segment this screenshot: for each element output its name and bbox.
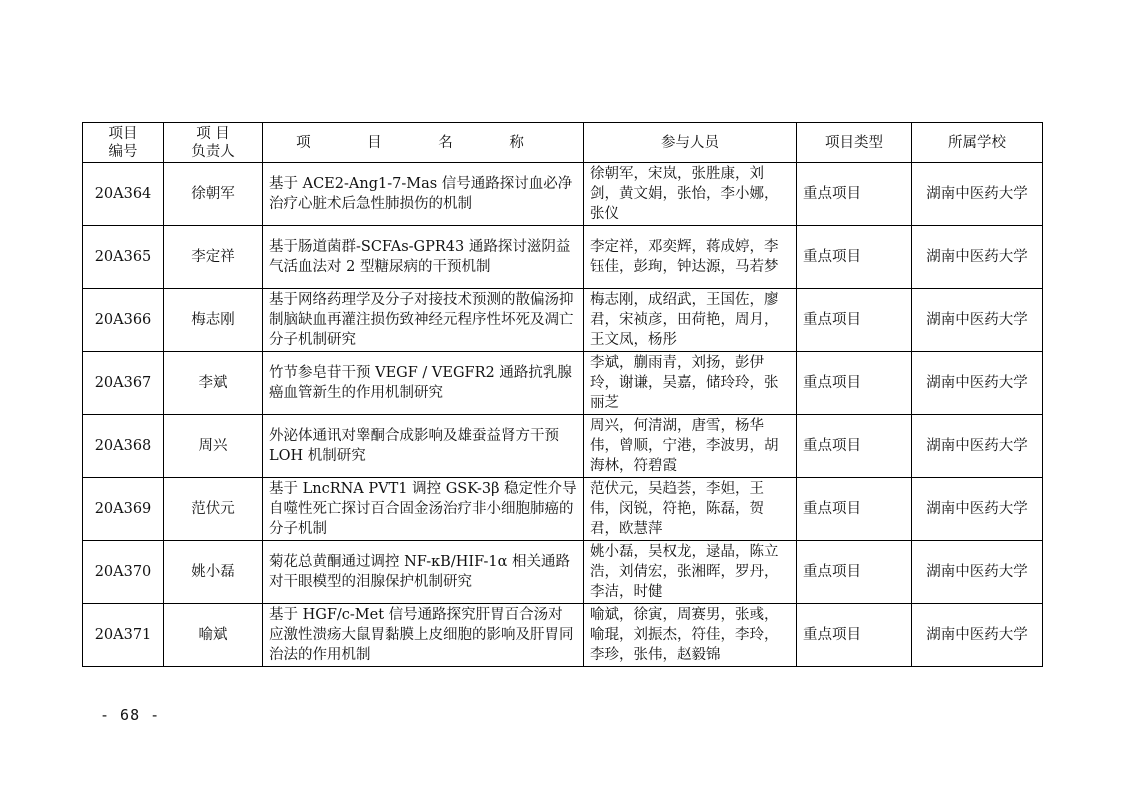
cell-id: 20A366 bbox=[83, 289, 164, 352]
cell-members: 李定祥，邓奕辉，蒋成婷，李钰佳，彭珣，钟达源，马若梦 bbox=[584, 226, 797, 289]
cell-leader: 周兴 bbox=[164, 415, 263, 478]
cell-type: 重点项目 bbox=[797, 541, 912, 604]
cell-leader: 范伏元 bbox=[164, 478, 263, 541]
cell-name: 基于肠道菌群-SCFAs-GPR43 通路探讨滋阴益气活血法对 2 型糖尿病的干预机制 bbox=[263, 226, 584, 289]
projects-table bbox=[82, 122, 1043, 667]
table-row bbox=[83, 415, 1043, 478]
cell-id: 20A364 bbox=[83, 163, 164, 226]
cell-type: 重点项目 bbox=[797, 163, 912, 226]
cell-leader: 李斌 bbox=[164, 352, 263, 415]
cell-school: 湖南中医药大学 bbox=[912, 163, 1043, 226]
cell-name: 外泌体通讯对睾酮合成影响及雄蚕益肾方干预 LOH 机制研究 bbox=[263, 415, 584, 478]
cell-name: 基于网络药理学及分子对接技术预测的散偏汤抑制脑缺血再灌注损伤致神经元程序性坏死及凋亡分子机制研究 bbox=[263, 289, 584, 352]
cell-school: 湖南中医药大学 bbox=[912, 289, 1043, 352]
cell-id: 20A367 bbox=[83, 352, 164, 415]
table-row bbox=[83, 604, 1043, 667]
header-type: 项目类型 bbox=[797, 123, 912, 163]
cell-name: 竹节参皂苷干预 VEGF / VEGFR2 通路抗乳腺癌血管新生的作用机制研究 bbox=[263, 352, 584, 415]
cell-members: 周兴，何清湖，唐雪，杨华伟，曾顺，宁港，李波男，胡海林，符碧霞 bbox=[584, 415, 797, 478]
cell-type: 重点项目 bbox=[797, 226, 912, 289]
cell-type: 重点项目 bbox=[797, 289, 912, 352]
cell-name: 基于 LncRNA PVT1 调控 GSK-3β 稳定性介导自噬性死亡探讨百合固金汤治疗非小细胞肺癌的分子机制 bbox=[263, 478, 584, 541]
cell-school: 湖南中医药大学 bbox=[912, 352, 1043, 415]
cell-type: 重点项目 bbox=[797, 478, 912, 541]
cell-members: 李斌，蒯雨青，刘扬，彭伊玲，谢谦，吴嘉，储玲玲，张丽芝 bbox=[584, 352, 797, 415]
cell-name: 基于 ACE2-Ang1-7-Mas 信号通路探讨血必净治疗心脏术后急性肺损伤的机制 bbox=[263, 163, 584, 226]
cell-leader: 姚小磊 bbox=[164, 541, 263, 604]
cell-members: 范伏元，吴趋荟，李妲，王伟，闵锐，符艳，陈磊，贺君，欧慧萍 bbox=[584, 478, 797, 541]
table-row bbox=[83, 541, 1043, 604]
table-row bbox=[83, 163, 1043, 226]
table-row bbox=[83, 226, 1043, 289]
cell-school: 湖南中医药大学 bbox=[912, 604, 1043, 667]
page-number: - 68 - bbox=[100, 706, 161, 724]
cell-leader: 喻斌 bbox=[164, 604, 263, 667]
cell-school: 湖南中医药大学 bbox=[912, 226, 1043, 289]
cell-id: 20A368 bbox=[83, 415, 164, 478]
cell-name: 基于 HGF/c-Met 信号通路探究肝胃百合汤对应激性溃疡大鼠胃黏膜上皮细胞的影响及肝胃同治法的作用机制 bbox=[263, 604, 584, 667]
cell-members: 姚小磊，吴权龙，逯晶，陈立浩，刘倩宏，张湘晖，罗丹，李洁，时健 bbox=[584, 541, 797, 604]
cell-leader: 梅志刚 bbox=[164, 289, 263, 352]
cell-id: 20A371 bbox=[83, 604, 164, 667]
cell-members: 喻斌，徐寅，周赛男，张彧，喻琨，刘振杰，符佳，李玲，李珍，张伟，赵毅锦 bbox=[584, 604, 797, 667]
cell-id: 20A369 bbox=[83, 478, 164, 541]
cell-school: 湖南中医药大学 bbox=[912, 415, 1043, 478]
cell-school: 湖南中医药大学 bbox=[912, 478, 1043, 541]
cell-members: 梅志刚，成绍武，王国佐，廖君，宋祯彦，田荷艳，周月，王文凤，杨彤 bbox=[584, 289, 797, 352]
cell-leader: 徐朝军 bbox=[164, 163, 263, 226]
table-row bbox=[83, 289, 1043, 352]
cell-members: 徐朝军，宋岚，张胜康，刘剑，黄文娟，张怡，李小娜，张仪 bbox=[584, 163, 797, 226]
table-row bbox=[83, 478, 1043, 541]
cell-id: 20A370 bbox=[83, 541, 164, 604]
cell-id: 20A365 bbox=[83, 226, 164, 289]
header-school: 所属学校 bbox=[912, 123, 1043, 163]
header-members: 参与人员 bbox=[584, 123, 797, 163]
cell-type: 重点项目 bbox=[797, 604, 912, 667]
cell-type: 重点项目 bbox=[797, 415, 912, 478]
cell-name: 菊花总黄酮通过调控 NF-κB/HIF-1α 相关通路对干眼模型的泪腺保护机制研究 bbox=[263, 541, 584, 604]
header-leader: 项 目 负责人 bbox=[164, 123, 263, 163]
cell-leader: 李定祥 bbox=[164, 226, 263, 289]
header-id: 项目 编号 bbox=[83, 123, 164, 163]
cell-type: 重点项目 bbox=[797, 352, 912, 415]
header-name: 项 目 名 称 bbox=[263, 123, 584, 163]
cell-school: 湖南中医药大学 bbox=[912, 541, 1043, 604]
table-header-row bbox=[83, 123, 1043, 163]
table-row bbox=[83, 352, 1043, 415]
